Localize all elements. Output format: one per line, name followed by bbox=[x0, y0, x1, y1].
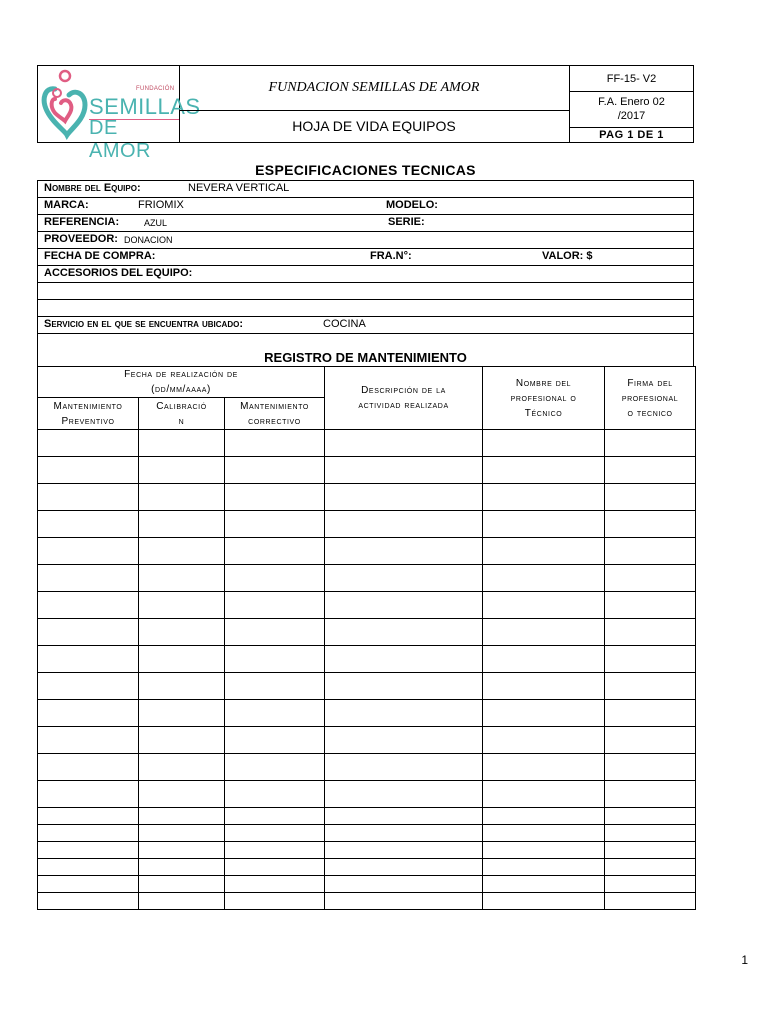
table-cell bbox=[325, 538, 483, 565]
table-cell bbox=[325, 592, 483, 619]
table-cell bbox=[325, 893, 483, 910]
correctivo-line1: Mantenimiento bbox=[240, 400, 309, 412]
table-cell bbox=[325, 511, 483, 538]
table-cell bbox=[325, 484, 483, 511]
table-cell bbox=[38, 484, 139, 511]
table-cell bbox=[139, 727, 225, 754]
table-cell bbox=[38, 538, 139, 565]
table-cell bbox=[38, 876, 139, 893]
table-cell bbox=[605, 619, 696, 646]
referencia-label: REFERENCIA: bbox=[44, 216, 120, 228]
table-row bbox=[38, 808, 696, 825]
table-row bbox=[38, 859, 696, 876]
table-cell bbox=[605, 754, 696, 781]
table-cell bbox=[605, 538, 696, 565]
table-cell bbox=[38, 781, 139, 808]
preventivo-line1: Mantenimiento bbox=[53, 400, 123, 412]
table-cell bbox=[483, 565, 605, 592]
table-cell bbox=[325, 619, 483, 646]
table-cell bbox=[38, 430, 139, 457]
table-cell bbox=[38, 842, 139, 859]
document-header bbox=[37, 65, 694, 162]
spec-section-title: ESPECIFICACIONES TECNICAS bbox=[255, 162, 476, 178]
table-cell bbox=[225, 565, 325, 592]
table-cell bbox=[483, 754, 605, 781]
table-cell bbox=[225, 646, 325, 673]
table-cell bbox=[483, 781, 605, 808]
table-row bbox=[38, 538, 696, 565]
table-cell bbox=[38, 808, 139, 825]
table-cell bbox=[605, 808, 696, 825]
table-row bbox=[38, 484, 696, 511]
table-cell bbox=[605, 592, 696, 619]
table-cell bbox=[483, 808, 605, 825]
table-cell bbox=[139, 754, 225, 781]
table-cell bbox=[325, 754, 483, 781]
table-cell bbox=[225, 876, 325, 893]
table-cell bbox=[605, 646, 696, 673]
descripcion-line1: Descripción de la bbox=[361, 385, 446, 396]
table-cell bbox=[325, 842, 483, 859]
calibracion-header bbox=[139, 398, 225, 430]
table-cell bbox=[483, 700, 605, 727]
table-cell bbox=[139, 842, 225, 859]
table-cell bbox=[225, 484, 325, 511]
table-cell bbox=[325, 781, 483, 808]
table-row bbox=[38, 842, 696, 859]
table-cell bbox=[225, 808, 325, 825]
table-cell bbox=[225, 842, 325, 859]
heart-seed-logo-icon bbox=[41, 69, 89, 139]
table-cell bbox=[483, 646, 605, 673]
table-row bbox=[38, 727, 696, 754]
table-cell bbox=[325, 859, 483, 876]
preventivo-line2: Preventivo bbox=[61, 415, 115, 427]
spec-row-marca bbox=[38, 198, 693, 215]
table-cell bbox=[325, 876, 483, 893]
table-cell bbox=[225, 430, 325, 457]
correctivo-header bbox=[225, 398, 325, 430]
table-cell bbox=[38, 673, 139, 700]
organization-title: FUNDACION SEMILLAS DE AMOR bbox=[179, 66, 570, 111]
table-cell bbox=[605, 673, 696, 700]
descripcion-header bbox=[325, 367, 483, 430]
table-cell bbox=[225, 619, 325, 646]
marca-label: MARCA: bbox=[44, 199, 89, 211]
table-cell bbox=[325, 727, 483, 754]
proveedor-label: PROVEEDOR: bbox=[44, 233, 118, 245]
firma-header bbox=[605, 367, 696, 430]
table-cell bbox=[38, 754, 139, 781]
table-cell bbox=[605, 511, 696, 538]
valor-label: VALOR: $ bbox=[542, 250, 593, 262]
table-row bbox=[38, 893, 696, 910]
fecha-compra-label: FECHA DE COMPRA: bbox=[44, 250, 156, 262]
table-cell bbox=[605, 893, 696, 910]
servicio-label: Servicio en el que se encuentra ubicado: bbox=[44, 318, 243, 330]
accesorios-label: ACCESORIOS DEL EQUIPO: bbox=[44, 267, 193, 279]
table-cell bbox=[38, 565, 139, 592]
page-number: 1 bbox=[741, 953, 748, 967]
table-cell bbox=[605, 727, 696, 754]
table-cell bbox=[38, 727, 139, 754]
maintenance-title: REGISTRO DE MANTENIMIENTO bbox=[37, 333, 694, 366]
table-row bbox=[38, 754, 696, 781]
table-cell bbox=[605, 430, 696, 457]
document-title: HOJA DE VIDA EQUIPOS bbox=[179, 110, 570, 142]
table-row bbox=[38, 430, 696, 457]
table-cell bbox=[483, 673, 605, 700]
table-cell bbox=[139, 876, 225, 893]
table-cell bbox=[38, 457, 139, 484]
calibracion-line2: n bbox=[178, 415, 185, 427]
table-cell bbox=[139, 457, 225, 484]
table-cell bbox=[139, 565, 225, 592]
table-cell bbox=[225, 781, 325, 808]
table-cell bbox=[605, 700, 696, 727]
table-cell bbox=[325, 808, 483, 825]
logo-cell bbox=[38, 66, 201, 162]
table-cell bbox=[139, 538, 225, 565]
table-cell bbox=[483, 538, 605, 565]
factura-label: FRA.N°: bbox=[370, 250, 412, 262]
spec-row-nombre bbox=[38, 181, 693, 198]
table-cell bbox=[483, 876, 605, 893]
table-cell bbox=[225, 538, 325, 565]
table-cell bbox=[483, 592, 605, 619]
table-cell bbox=[139, 781, 225, 808]
table-cell bbox=[483, 842, 605, 859]
nombre-line2: profesional o bbox=[510, 392, 577, 404]
table-cell bbox=[483, 484, 605, 511]
table-cell bbox=[38, 700, 139, 727]
table-cell bbox=[325, 646, 483, 673]
logo-de-amor-text: DE AMOR bbox=[89, 117, 151, 162]
table-cell bbox=[225, 457, 325, 484]
form-code: FF-15- V2 bbox=[570, 66, 693, 92]
table-cell bbox=[139, 673, 225, 700]
table-cell bbox=[483, 893, 605, 910]
logo-fundacion-text: FUNDACIÓN bbox=[136, 86, 175, 92]
table-cell bbox=[225, 592, 325, 619]
table-cell bbox=[325, 457, 483, 484]
referencia-value: AZUL bbox=[144, 218, 168, 228]
table-cell bbox=[483, 511, 605, 538]
calibracion-line1: Calibració bbox=[156, 400, 207, 412]
nombre-label: Nombre del Equipo: bbox=[44, 182, 141, 194]
table-cell bbox=[605, 842, 696, 859]
table-row bbox=[38, 457, 696, 484]
page-indicator: PAG 1 DE 1 bbox=[599, 129, 664, 141]
form-date bbox=[570, 91, 693, 128]
serie-label: SERIE: bbox=[388, 216, 425, 228]
header-row-1 bbox=[38, 367, 696, 398]
table-row bbox=[38, 700, 696, 727]
table-cell bbox=[483, 859, 605, 876]
table-cell bbox=[38, 859, 139, 876]
preventivo-header bbox=[38, 398, 139, 430]
descripcion-line2: actividad realizada bbox=[358, 400, 449, 411]
maintenance-table bbox=[37, 366, 696, 910]
table-row bbox=[38, 565, 696, 592]
table-row bbox=[38, 825, 696, 842]
table-cell bbox=[483, 727, 605, 754]
table-cell bbox=[38, 592, 139, 619]
spec-row-blank-2 bbox=[38, 300, 693, 317]
spec-row-accesorios bbox=[38, 266, 693, 283]
table-cell bbox=[225, 825, 325, 842]
fecha-group-line1: Fecha de realización de bbox=[124, 369, 238, 380]
table-cell bbox=[225, 673, 325, 700]
nombre-line1: Nombre del bbox=[515, 377, 572, 389]
table-row bbox=[38, 646, 696, 673]
spec-row-blank-1 bbox=[38, 283, 693, 300]
table-cell bbox=[225, 727, 325, 754]
table-cell bbox=[225, 893, 325, 910]
table-cell bbox=[225, 754, 325, 781]
table-cell bbox=[38, 825, 139, 842]
table-cell bbox=[483, 825, 605, 842]
table-cell bbox=[139, 893, 225, 910]
table-cell bbox=[139, 700, 225, 727]
table-cell bbox=[139, 646, 225, 673]
table-cell bbox=[139, 430, 225, 457]
table-cell bbox=[325, 700, 483, 727]
table-cell bbox=[139, 825, 225, 842]
spec-row-referencia bbox=[38, 215, 693, 232]
spec-table bbox=[37, 180, 694, 334]
table-cell bbox=[225, 859, 325, 876]
spec-row-proveedor bbox=[38, 232, 693, 249]
fecha-group-line2: (dd/mm/aaaa) bbox=[151, 384, 211, 395]
table-cell bbox=[483, 619, 605, 646]
nombre-value: NEVERA VERTICAL bbox=[188, 182, 290, 194]
logo-semillas-text: SEMILLAS bbox=[89, 94, 201, 119]
table-cell bbox=[38, 511, 139, 538]
table-cell bbox=[139, 808, 225, 825]
table-row bbox=[38, 673, 696, 700]
correctivo-line2: correctivo bbox=[248, 415, 301, 427]
form-date-line2: /2017 bbox=[617, 110, 646, 122]
table-cell bbox=[483, 430, 605, 457]
spec-row-fecha-compra bbox=[38, 249, 693, 266]
table-cell bbox=[483, 457, 605, 484]
table-cell bbox=[38, 619, 139, 646]
table-row bbox=[38, 511, 696, 538]
table-cell bbox=[139, 511, 225, 538]
table-cell bbox=[139, 619, 225, 646]
proveedor-value: DONACION bbox=[124, 235, 173, 245]
table-cell bbox=[605, 825, 696, 842]
table-cell bbox=[605, 565, 696, 592]
table-cell bbox=[605, 859, 696, 876]
table-cell bbox=[139, 859, 225, 876]
table-cell bbox=[605, 876, 696, 893]
table-cell bbox=[139, 592, 225, 619]
fecha-group-header bbox=[38, 367, 325, 398]
table-cell bbox=[325, 565, 483, 592]
table-row bbox=[38, 876, 696, 893]
table-cell bbox=[225, 700, 325, 727]
table-row bbox=[38, 619, 696, 646]
servicio-value: COCINA bbox=[323, 318, 366, 330]
firma-line2: profesional bbox=[621, 392, 679, 404]
nombre-profesional-header bbox=[483, 367, 605, 430]
form-date-line1: F.A. Enero 02 bbox=[598, 96, 665, 108]
marca-value: FRIOMIX bbox=[138, 199, 184, 211]
table-cell bbox=[325, 673, 483, 700]
table-cell bbox=[325, 825, 483, 842]
table-row bbox=[38, 592, 696, 619]
table-cell bbox=[225, 511, 325, 538]
table-cell bbox=[605, 781, 696, 808]
table-cell bbox=[605, 457, 696, 484]
firma-line3: o tecnico bbox=[627, 407, 673, 419]
table-cell bbox=[605, 484, 696, 511]
table-row bbox=[38, 781, 696, 808]
spec-row-servicio bbox=[38, 317, 693, 333]
table-cell bbox=[139, 484, 225, 511]
table-cell bbox=[38, 893, 139, 910]
table-cell bbox=[38, 646, 139, 673]
table-cell bbox=[325, 430, 483, 457]
nombre-line3: Técnico bbox=[524, 407, 563, 419]
firma-line1: Firma del bbox=[627, 377, 673, 389]
modelo-label: MODELO: bbox=[386, 199, 438, 211]
